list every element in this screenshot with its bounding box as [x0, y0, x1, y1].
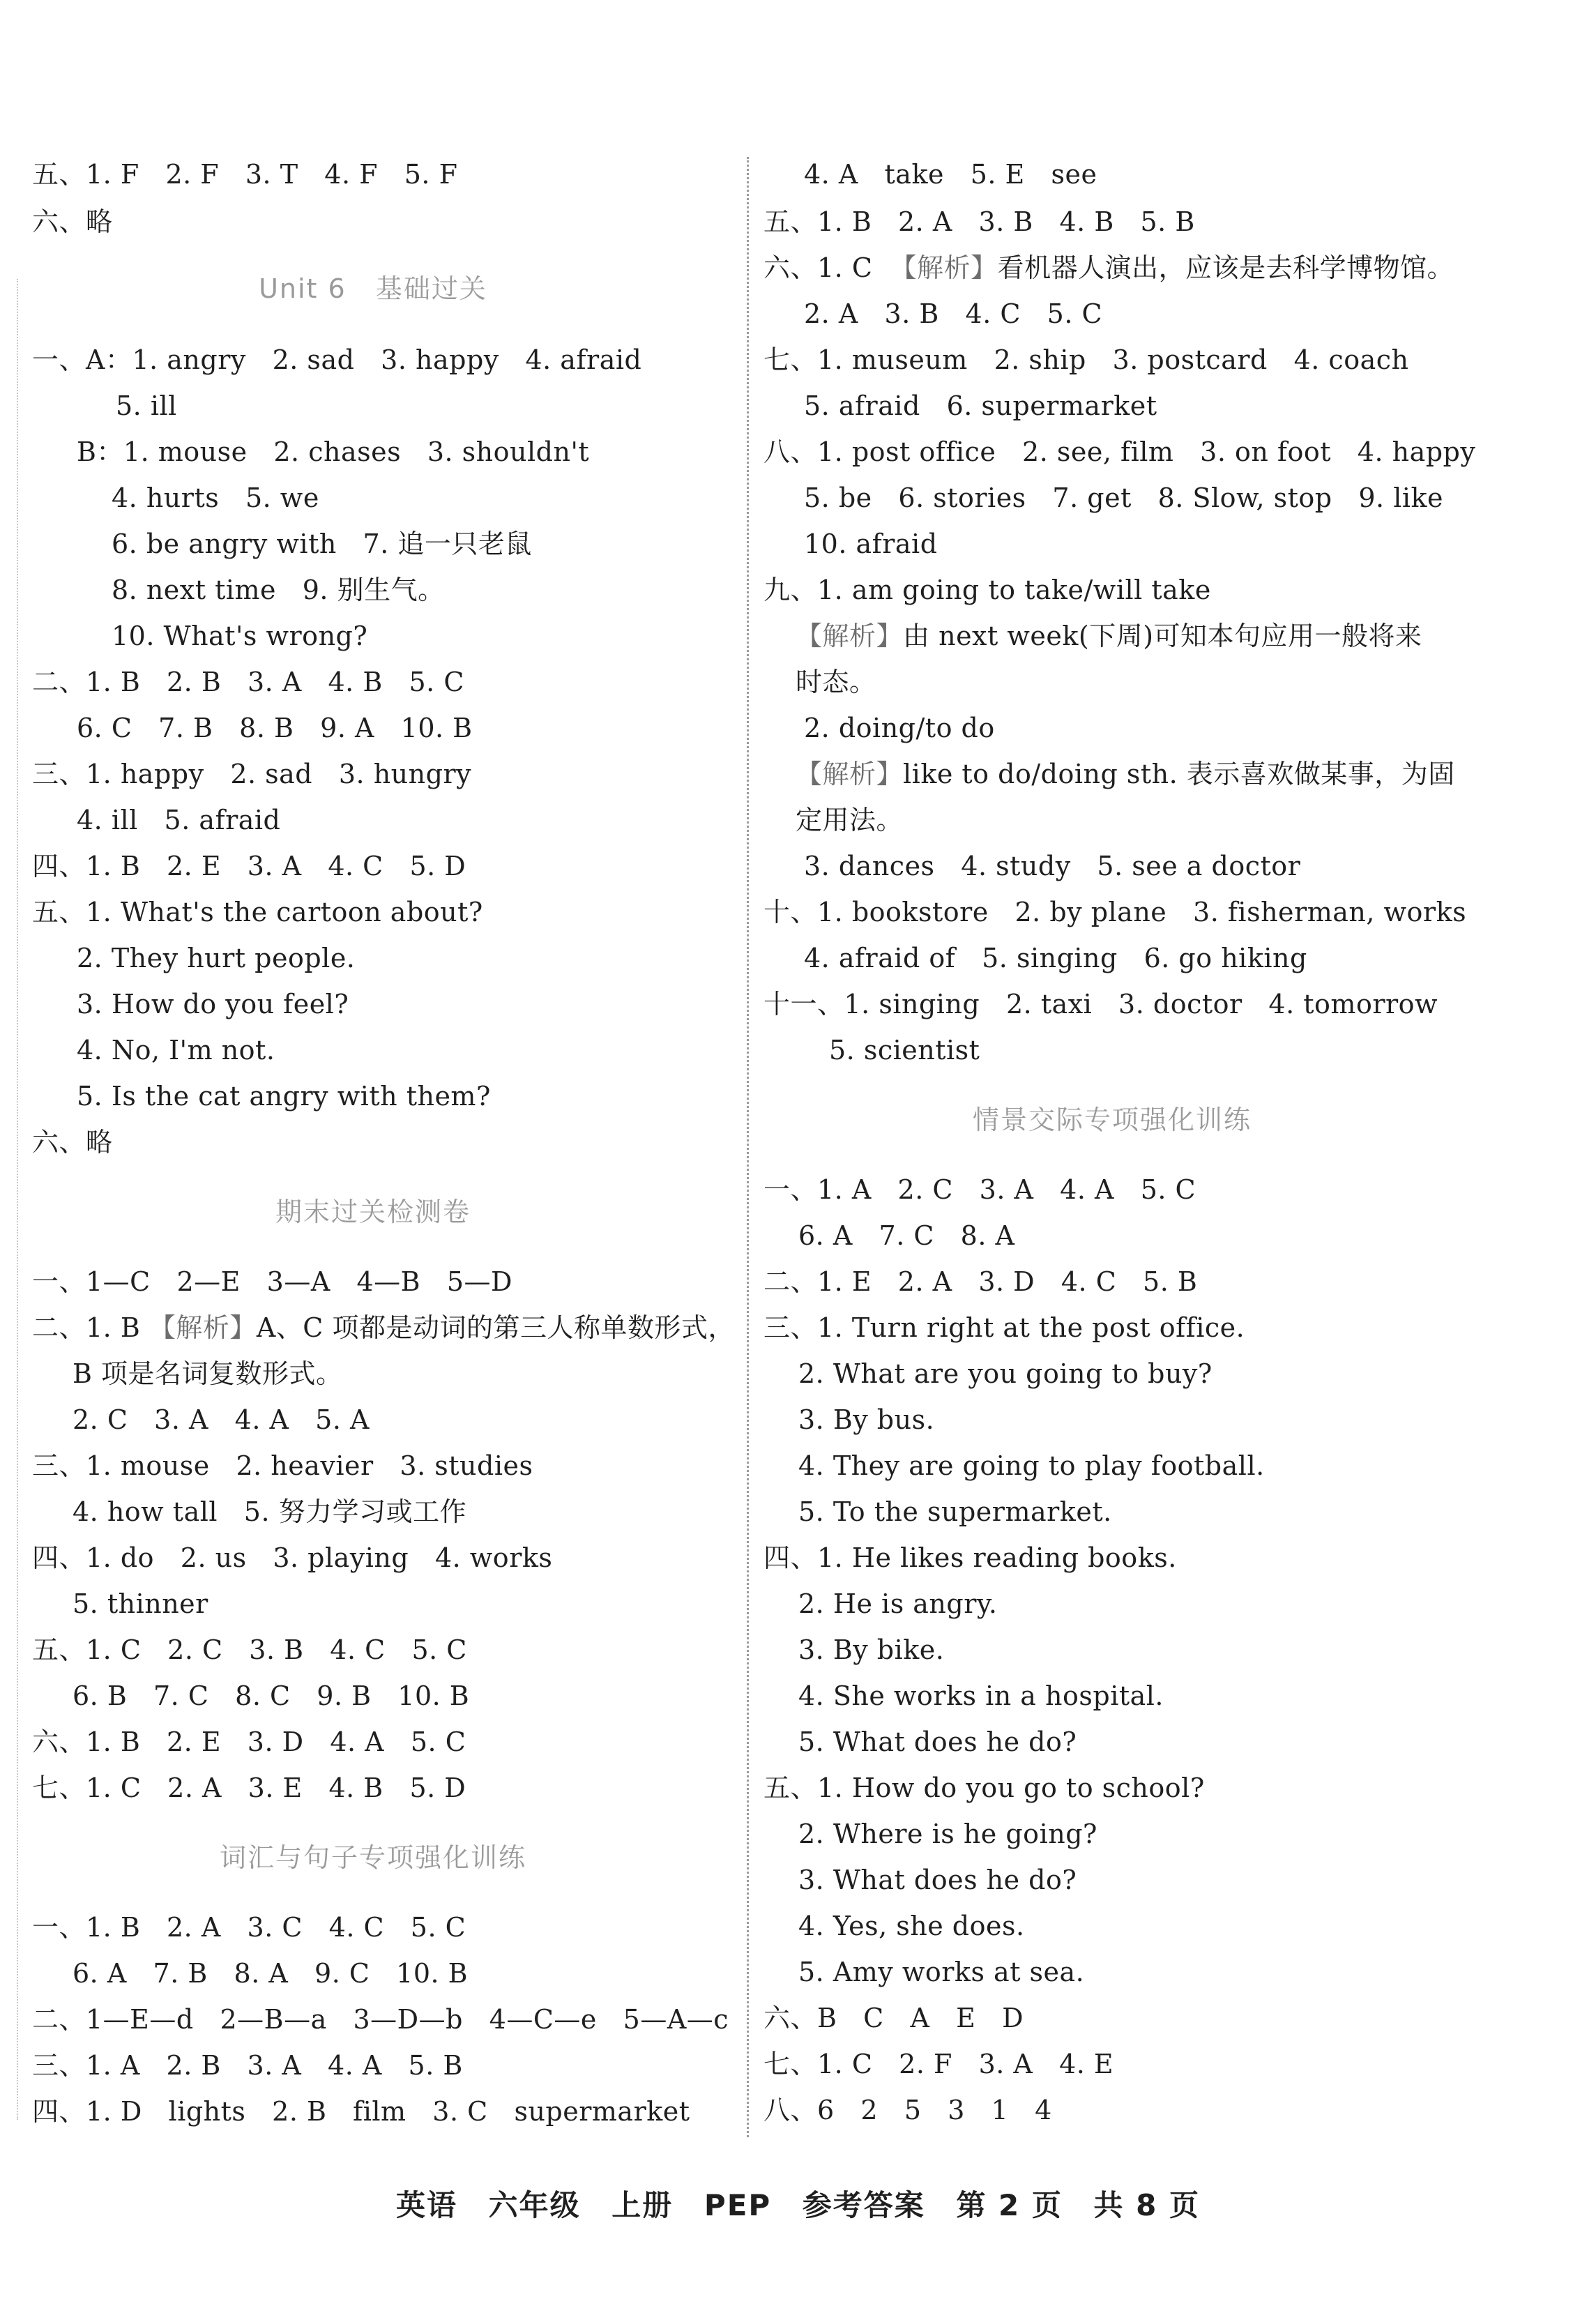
- footer-page-total: 共 8 页: [1093, 2188, 1200, 2222]
- answer-line: 6. B 7. C 8. C 9. B 10. B: [73, 1681, 470, 1711]
- answer-line: 5. Is the cat angry with them?: [77, 1081, 491, 1112]
- answer-line: 四、1. do 2. us 3. playing 4. works: [32, 1542, 553, 1573]
- answer-line: 三、1. happy 2. sad 3. hungry: [32, 759, 472, 789]
- footer-edition: PEP: [704, 2188, 772, 2222]
- answer-line: 6. A 7. B 8. A 9. C 10. B: [73, 1958, 469, 1989]
- explanation-tag: 【解析】: [796, 621, 904, 651]
- answer-line: 3. By bus.: [798, 1404, 935, 1435]
- answer-line: 6. C 7. B 8. B 9. A 10. B: [77, 713, 473, 743]
- explanation-text: 看机器人演出，应该是去科学博物馆。: [997, 252, 1454, 283]
- answer-line: 2. He is angry.: [798, 1588, 998, 1619]
- answer-line: 4. No, I'm not.: [77, 1035, 275, 1065]
- answer-line-with-explanation: [32, 1312, 735, 1343]
- explanation-text: A、C 项都是动词的第三人称单数形式，: [256, 1312, 735, 1343]
- answer-line: 4. how tall 5. 努力学习或工作: [73, 1496, 467, 1527]
- footer-doc-type: 参考答案: [802, 2188, 925, 2222]
- answer-line: 4. afraid of 5. singing 6. go hiking: [804, 943, 1307, 973]
- answer-line: 2. C 3. A 4. A 5. A: [73, 1404, 370, 1435]
- answer-line: 3. What does he do?: [798, 1865, 1077, 1895]
- answer-line: 三、1. A 2. B 3. A 4. A 5. B: [32, 2050, 463, 2081]
- answer-line: 三、1. mouse 2. heavier 3. studies: [32, 1450, 533, 1481]
- answer-line: B 项是名词复数形式。: [73, 1358, 343, 1389]
- answer-line: 5. be 6. stories 7. get 8. Slow, stop 9. like: [804, 483, 1444, 513]
- answer-line: 七、1. C 2. A 3. E 4. B 5. D: [32, 1773, 466, 1803]
- answer-line: 4. A take 5. E see: [804, 159, 1097, 190]
- answer-line: 六、B C A E D: [763, 2003, 1024, 2033]
- answer-line: B：1. mouse 2. chases 3. shouldn't: [77, 437, 590, 467]
- explanation-tag: 【解析】: [149, 1312, 257, 1343]
- answer-line: 5. scientist: [829, 1035, 980, 1065]
- answer-line: 一、1. B 2. A 3. C 4. C 5. C: [32, 1912, 466, 1943]
- answer-prefix: 二、1. B: [32, 1312, 149, 1343]
- footer-page-number: 第 2 页: [956, 2188, 1063, 2222]
- answer-line-with-explanation: [796, 621, 1422, 651]
- answer-line: 三、1. Turn right at the post office.: [763, 1312, 1245, 1343]
- answer-line: 一、1. A 2. C 3. A 4. A 5. C: [763, 1174, 1196, 1205]
- answer-line: 定用法。: [796, 805, 904, 835]
- answer-line: 二、1—E—d 2—B—a 3—D—b 4—C—e 5—A—c: [32, 2004, 729, 2035]
- section-heading: Unit 6 基础过关: [259, 273, 487, 304]
- answer-line: 十、1. bookstore 2. by plane 3. fisherman, works: [763, 897, 1467, 927]
- answer-line: 八、1. post office 2. see, film 3. on foot 4. happy: [763, 437, 1476, 467]
- answer-line: 4. They are going to play football.: [798, 1450, 1265, 1481]
- answer-line: 6. A 7. C 8. A: [798, 1220, 1015, 1251]
- footer-grade: 六年级: [488, 2188, 581, 2222]
- answer-line: 六、略: [32, 206, 113, 237]
- answer-line: 二、1. E 2. A 3. D 4. C 5. B: [763, 1266, 1198, 1297]
- answer-line: 2. doing/to do: [804, 713, 995, 743]
- explanation-tag: 【解析】: [890, 252, 998, 283]
- answer-line: 4. She works in a hospital.: [798, 1681, 1164, 1711]
- answer-line: 四、1. He likes reading books.: [763, 1542, 1177, 1573]
- section-heading: 情景交际专项强化训练: [972, 1105, 1252, 1135]
- answer-line: 2. A 3. B 4. C 5. C: [804, 298, 1103, 329]
- answer-line: 一、1—C 2—E 3—A 4—B 5—D: [32, 1266, 512, 1297]
- answer-line: 3. By bike.: [798, 1634, 945, 1665]
- answer-line: 五、1. F 2. F 3. T 4. F 5. F: [32, 159, 458, 190]
- answer-line: 2. Where is he going?: [798, 1819, 1097, 1849]
- answer-line: 五、1. C 2. C 3. B 4. C 5. C: [32, 1634, 467, 1665]
- answer-line: 一、A：1. angry 2. sad 3. happy 4. afraid: [32, 344, 642, 375]
- answer-line: 八、6 2 5 3 1 4: [763, 2095, 1052, 2125]
- answer-line: 5. thinner: [73, 1588, 208, 1619]
- answer-line: 10. What's wrong?: [112, 621, 368, 651]
- answer-line: 5. ill: [116, 390, 177, 421]
- answer-line: 2. They hurt people.: [77, 943, 356, 973]
- answer-line: 8. next time 9. 别生气。: [112, 575, 445, 605]
- answer-line-with-explanation: [763, 252, 1454, 283]
- margin-guide: [17, 279, 18, 2120]
- answer-line-with-explanation: [796, 759, 1455, 789]
- answer-line: 十一、1. singing 2. taxi 3. doctor 4. tomorrow: [763, 989, 1438, 1019]
- answer-line: 5. What does he do?: [798, 1727, 1077, 1757]
- answer-line: 5. To the supermarket.: [798, 1496, 1112, 1527]
- page-footer: [0, 2188, 1596, 2223]
- answer-line: 5. Amy works at sea.: [798, 1957, 1085, 1987]
- column-divider: [747, 157, 749, 2137]
- answer-line: 九、1. am going to take/will take: [763, 575, 1211, 605]
- answer-line: 五、1. What's the cartoon about?: [32, 897, 483, 927]
- answer-line: 二、1. B 2. B 3. A 4. B 5. C: [32, 667, 464, 697]
- explanation-tag: 【解析】: [796, 759, 904, 789]
- answer-line: 3. How do you feel?: [77, 989, 349, 1019]
- answer-line: 五、1. B 2. A 3. B 4. B 5. B: [763, 206, 1195, 237]
- explanation-text: like to do/doing sth. 表示喜欢做某事，为固: [903, 759, 1455, 789]
- answer-prefix: 六、1. C: [763, 252, 890, 283]
- answer-line: 六、1. B 2. E 3. D 4. A 5. C: [32, 1727, 466, 1757]
- answer-line: 4. ill 5. afraid: [77, 805, 281, 835]
- answer-line: 七、1. museum 2. ship 3. postcard 4. coach: [763, 344, 1409, 375]
- answer-line: 四、1. B 2. E 3. A 4. C 5. D: [32, 851, 466, 881]
- answer-line: 2. What are you going to buy?: [798, 1358, 1213, 1389]
- explanation-text: 由 next week(下周)可知本句应用一般将来: [903, 621, 1422, 651]
- answer-line: 时态。: [796, 667, 876, 697]
- answer-line: 10. afraid: [804, 529, 938, 559]
- footer-volume: 上册: [611, 2188, 674, 2222]
- answer-line: 四、1. D lights 2. B film 3. C supermarket: [32, 2096, 690, 2127]
- answer-line: 5. afraid 6. supermarket: [804, 390, 1157, 421]
- section-heading: 词汇与句子专项强化训练: [219, 1842, 526, 1873]
- answer-line: 七、1. C 2. F 3. A 4. E: [763, 2049, 1114, 2079]
- answer-line: 五、1. How do you go to school?: [763, 1773, 1205, 1803]
- answer-line: 4. Yes, she does.: [798, 1911, 1025, 1941]
- section-heading: 期末过关检测卷: [275, 1197, 471, 1227]
- answer-line: 3. dances 4. study 5. see a doctor: [804, 851, 1301, 881]
- answer-line: 六、略: [32, 1127, 113, 1158]
- footer-subject: 英语: [395, 2188, 457, 2222]
- answer-line: 6. be angry with 7. 追一只老鼠: [112, 529, 532, 559]
- answer-line: 4. hurts 5. we: [112, 483, 319, 513]
